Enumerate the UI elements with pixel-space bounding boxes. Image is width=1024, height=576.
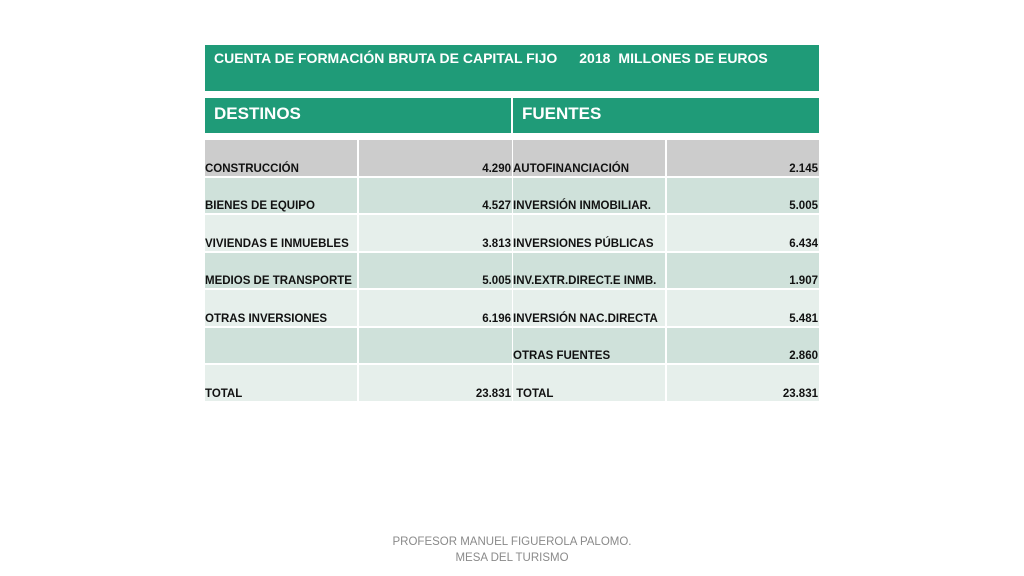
fuente-value: 5.481 [667, 290, 819, 326]
fuente-label: AUTOFINANCIACIÓN [513, 140, 665, 176]
table-row [205, 290, 819, 328]
fuente-value: 1.907 [667, 253, 819, 289]
fuente-value: 2.145 [667, 140, 819, 176]
fuente-label: INVERSIÓN NAC.DIRECTA [513, 290, 665, 326]
destino-value: 4.527 [359, 178, 512, 214]
fuente-value: 6.434 [667, 215, 819, 251]
fuente-label: INVERSIÓN INMOBILIAR. [513, 178, 665, 214]
destino-label: MEDIOS DE TRANSPORTE [205, 253, 357, 289]
table-row [205, 328, 819, 366]
destino-total-label: TOTAL [205, 365, 357, 401]
table-row [205, 253, 819, 291]
table-row-total [205, 365, 819, 403]
footer-credit [0, 534, 1024, 566]
fuente-value: 5.005 [667, 178, 819, 214]
footer-organization: MESA DEL TURISMO [455, 552, 569, 564]
destino-label [205, 328, 357, 364]
table-title: CUENTA DE FORMACIÓN BRUTA DE CAPITAL FIJO [214, 50, 558, 66]
fuente-label: INVERSIONES PÚBLICAS [513, 215, 665, 251]
table-units: MILLONES DE EUROS [618, 50, 768, 66]
destino-value: 4.290 [359, 140, 512, 176]
table-title-bar [205, 45, 819, 91]
fuente-value: 2.860 [667, 328, 819, 364]
table-year: 2018 [579, 50, 611, 66]
destinos-header: DESTINOS [205, 98, 511, 133]
table-row [205, 215, 819, 253]
capital-table [205, 140, 819, 403]
destino-label: OTRAS INVERSIONES [205, 290, 357, 326]
table-row [205, 178, 819, 216]
fuente-total-value: 23.831 [667, 365, 819, 401]
destino-label: BIENES DE EQUIPO [205, 178, 357, 214]
destino-value: 5.005 [359, 253, 512, 289]
fuentes-header: FUENTES [513, 98, 819, 133]
destino-value: 3.813 [359, 215, 512, 251]
footer-author: PROFESOR MANUEL FIGUEROLA PALOMO. [392, 536, 632, 548]
destino-value [359, 328, 512, 364]
destino-total-value: 23.831 [359, 365, 512, 401]
destino-label: VIVIENDAS E INMUEBLES [205, 215, 357, 251]
fuente-label: OTRAS FUENTES [513, 328, 665, 364]
destino-value: 6.196 [359, 290, 512, 326]
fuente-label: INV.EXTR.DIRECT.E INMB. [513, 253, 665, 289]
table-row [205, 140, 819, 178]
destino-label: CONSTRUCCIÓN [205, 140, 357, 176]
fuente-total-label: TOTAL [513, 365, 665, 401]
